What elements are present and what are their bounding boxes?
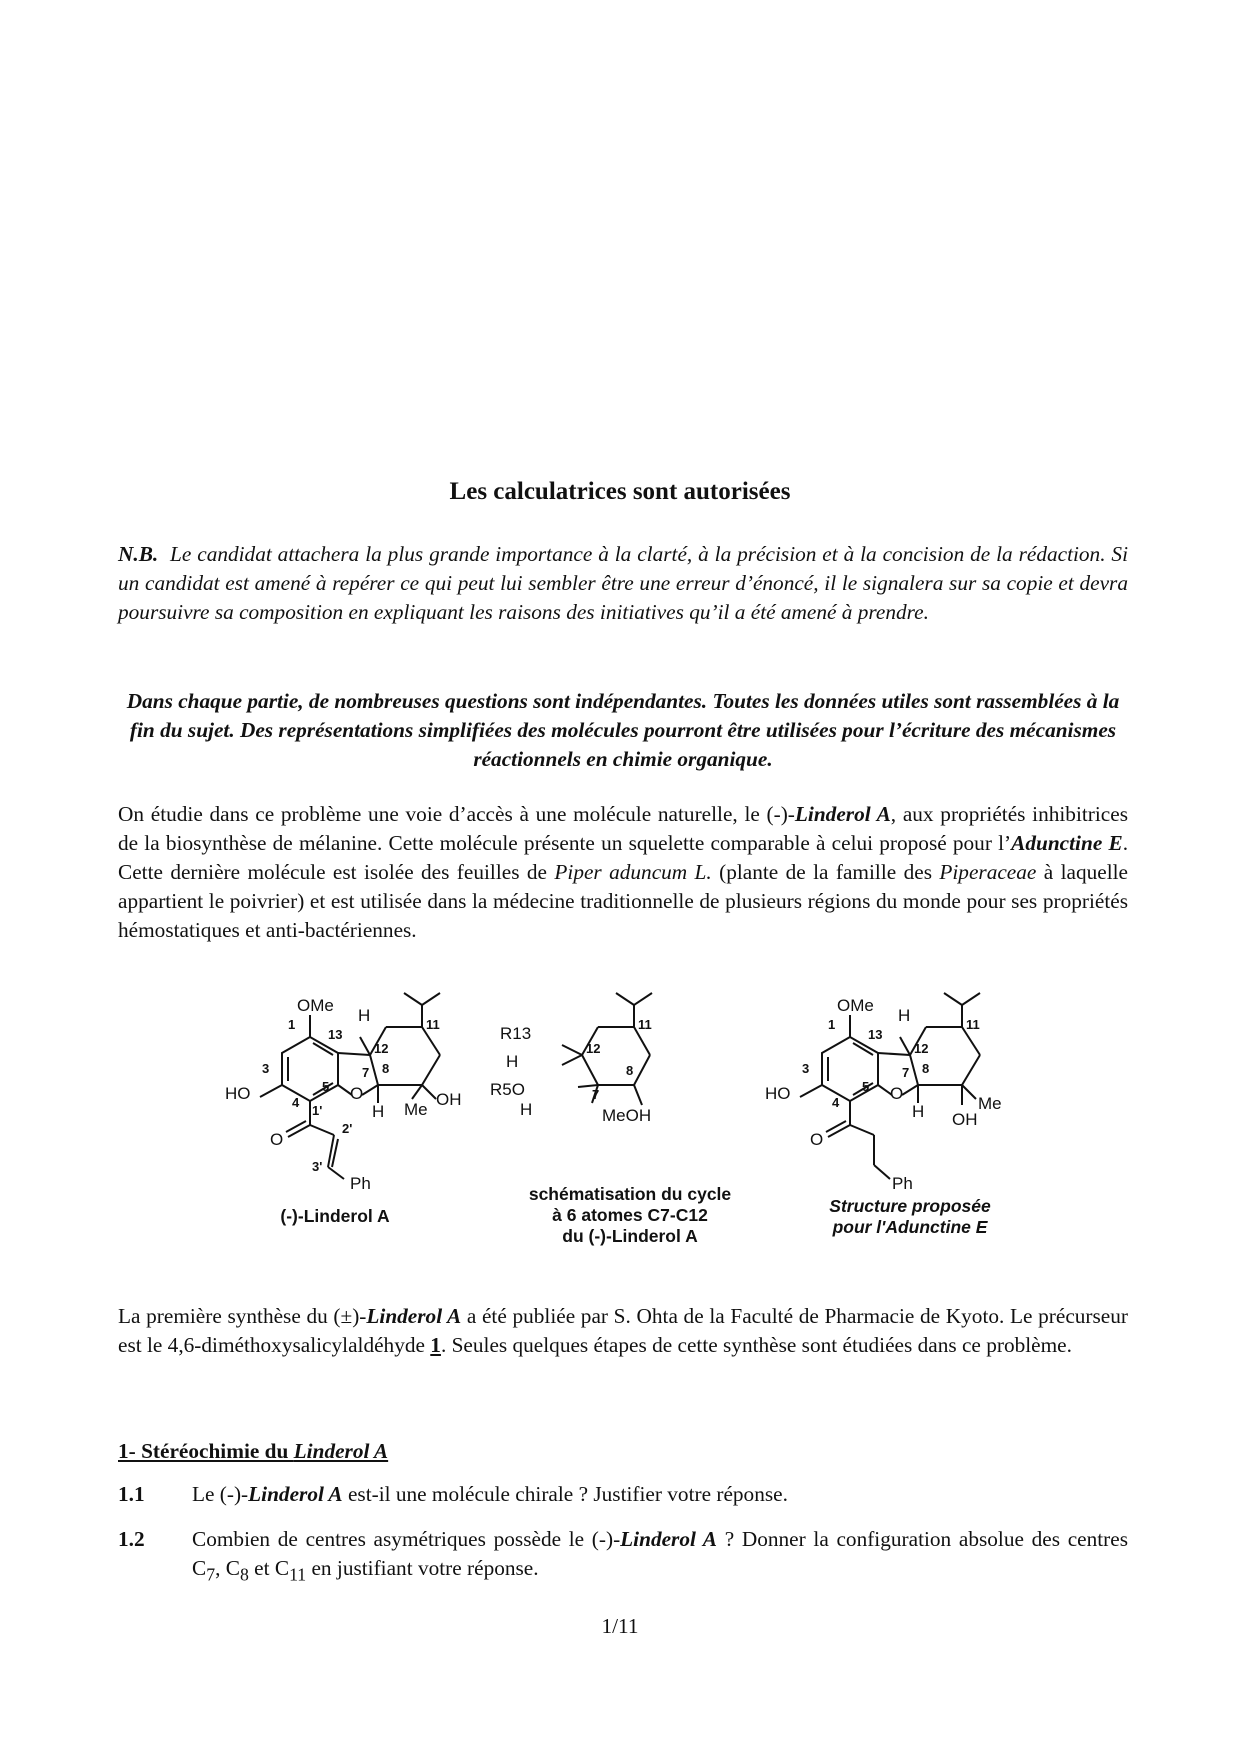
caption-2-line-1: schématisation du cycle [528,1184,732,1204]
label-n3: 3 [802,1061,810,1076]
label-n11: 11 [426,1017,440,1032]
intro-paragraph [118,800,1128,945]
section-prefix: 1- Stéréochimie du [118,1439,294,1463]
intro-adunctine: Adunctine E [1011,831,1123,855]
label-n11: 11 [638,1017,652,1032]
label-n8: 8 [626,1063,634,1078]
intro-text-3: . Cette dernière molécule est isolée des feuilles de [118,831,1129,884]
label-ho: HO [765,1084,791,1103]
label-o: O [810,1130,824,1149]
label-n13: 13 [328,1027,343,1042]
label-n5: 5 [322,1079,330,1094]
section-heading [118,1439,388,1464]
label-me: Me [978,1094,1002,1113]
page-title: Les calculatrices sont autorisées [449,478,791,505]
label-n7: 7 [362,1065,370,1080]
caption-3-line-1: Structure proposée [829,1196,991,1216]
question-1-1 [118,1480,1128,1509]
intro-text-2: , aux propriétés inhibitrices de la biosynthèse de mélanine. Cette molécule présente un squelette comparable à celui proposé pour l’ [118,802,1128,855]
intro-linderol: Linderol A [794,802,891,826]
question-text-part: , C [215,1556,240,1580]
nb-paragraph [118,540,1128,627]
label-ph: Ph [892,1174,913,1193]
label-n4: 4 [832,1095,840,1110]
label-o: O [270,1130,284,1149]
label-n12: 12 [586,1041,601,1056]
label-n1p: 1' [312,1103,323,1118]
label-ph: Ph [350,1174,371,1193]
label-n8: 8 [922,1061,930,1076]
label-n8: 8 [382,1061,390,1076]
caption-2-line-3: du (-)-Linderol A [562,1226,698,1246]
label-ome: OMe [837,996,874,1015]
compound-number: 1 [430,1333,441,1357]
question-text [192,1480,1128,1509]
label-o: O [890,1084,904,1103]
label-n11: 11 [966,1017,980,1032]
question-number: 1.1 [118,1482,145,1506]
nb-text: Le candidat attachera la plus grande importance à la clarté, à la précision et à la concision de la rédaction. Si un candidat est amené à repérer ce qui peut lui sembler être une erreur d’énoncé, il le signalera sur sa copie et devra poursuivre sa composition en expliquant les raisons des initiatives qu’il a été amené à prendre. [118,542,1128,624]
label-n3: 3 [262,1061,270,1076]
question-text-part: ? Donner la configuration absolue des centres C [192,1527,1129,1580]
label-n2p: 2' [342,1121,353,1136]
label-h: H [358,1006,371,1025]
question-text [192,1525,1128,1589]
intro-piper: Piper aduncum L. [554,860,712,884]
subscript: 8 [239,1564,249,1585]
question-1-2 [118,1525,1128,1589]
subscript: 7 [206,1564,216,1585]
label-oh: OH [952,1110,978,1129]
synthesis-linderol: Linderol A [366,1304,462,1328]
intro-text-5: à laquelle appartient le poivrier) et est utilisée dans la médecine traditionnelle de plusieurs régions du monde pour ses propriétés hémostatiques et anti-bactériennes. [118,860,1128,942]
label-ho: HO [225,1084,251,1103]
question-text-part: Le (-)- [192,1482,249,1506]
question-text-part: en justifiant votre réponse. [306,1556,539,1580]
synthesis-paragraph [118,1302,1128,1360]
caption-linderol [250,1206,420,1227]
caption-2-line-2: à 6 atomes C7-C12 [552,1205,708,1225]
synthesis-text-1: La première synthèse du (±)- [118,1304,367,1328]
synthesis-text-3: . Seules quelques étapes de cette synthèse sont étudiées dans ce problème. [440,1333,1072,1357]
section-name: Linderol A [293,1439,389,1463]
nb-label: N.B. [118,542,159,566]
caption-1-text: (-)-Linderol A [280,1206,390,1226]
label-h: H [372,1102,385,1121]
label-o: O [350,1084,364,1103]
label-n3p: 3' [312,1159,323,1174]
label-n7: 7 [902,1065,910,1080]
question-text-part: et C [248,1556,290,1580]
caption-adunctine [800,1196,1020,1238]
question-number: 1.2 [118,1527,145,1551]
notice-paragraph: Dans chaque partie, de nombreuses questions sont indépendantes. Toutes les données utiles sont rassemblées à la fin du sujet. Des représentations simplifiées des molécules pourront être utilisées pour l’écriture des mécanismes réactionnels en chimie organique. [126,689,1120,771]
label-n7: 7 [592,1087,600,1102]
question-linderol: Linderol A [248,1482,343,1506]
label-h: H [520,1100,533,1119]
label-h: H [912,1102,925,1121]
intro-text-4: (plante de la famille des [711,860,940,884]
label-r5o: R5O [490,1080,525,1099]
schematic-structure [562,993,652,1105]
label-n12: 12 [914,1041,929,1056]
question-text-part: est-il une molécule chirale ? Justifier votre réponse. [342,1482,788,1506]
label-h: H [506,1052,519,1071]
intro-text-1: On étudie dans ce problème une voie d’accès à une molécule naturelle, le (-)- [118,802,795,826]
label-r13: R13 [500,1024,532,1043]
synthesis-text-2: a été publiée par S. Ohta de la Faculté de Pharmacie de Kyoto. Le précurseur est le 4,6-diméthoxysalicylaldéhyde [118,1304,1128,1357]
caption-schematic [495,1184,765,1247]
caption-3-line-2: pour l'Adunctine E [832,1217,988,1237]
label-n1: 1 [828,1017,836,1032]
label-meoh: MeOH [602,1106,652,1125]
label-n5: 5 [862,1079,870,1094]
label-n12: 12 [374,1041,389,1056]
label-oh: OH [436,1090,462,1109]
label-me: Me [404,1100,428,1119]
label-n1: 1 [288,1017,296,1032]
intro-piperaceae: Piperaceae [939,860,1037,884]
subscript: 11 [289,1564,307,1585]
label-n4: 4 [292,1095,300,1110]
question-text-part: Combien de centres asymétriques possède le (-)- [192,1527,621,1551]
page-number: 1/11 [601,1614,639,1638]
label-ome: OMe [297,996,334,1015]
question-linderol: Linderol A [620,1527,718,1551]
label-h: H [898,1006,911,1025]
label-n13: 13 [868,1027,883,1042]
